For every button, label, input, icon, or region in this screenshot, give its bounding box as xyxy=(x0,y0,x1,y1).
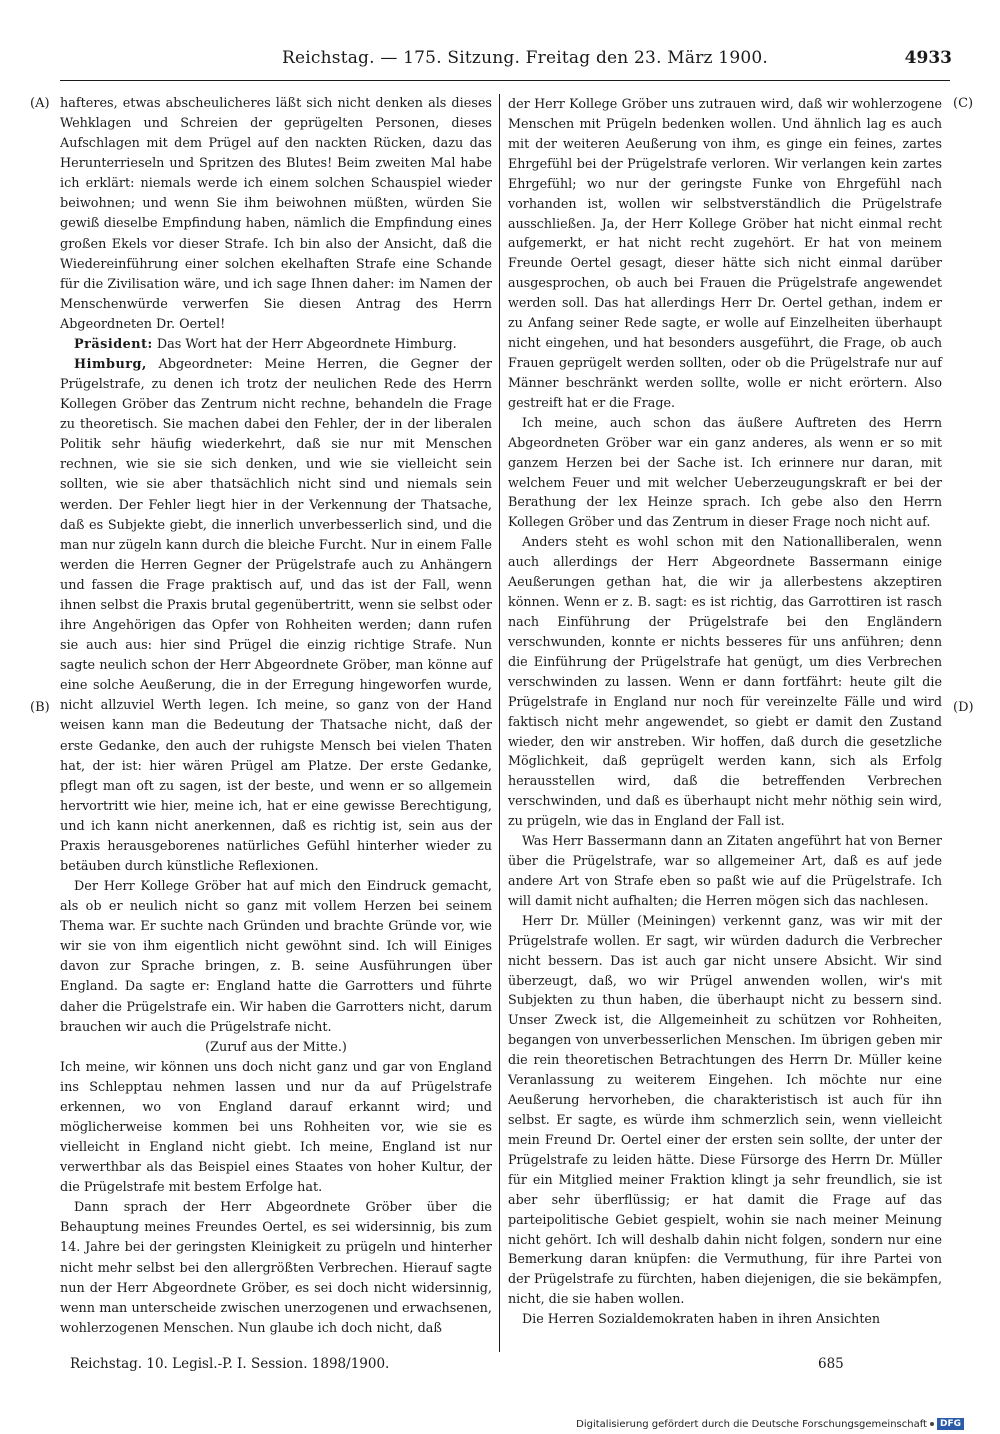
column-divider xyxy=(499,94,500,1352)
speaker-name: Himburg, xyxy=(74,357,147,373)
dfg-logo: DFG xyxy=(937,1418,964,1430)
margin-mark-a: (A) xyxy=(30,96,50,111)
paragraph: Die Herren Sozialdemokraten haben in ihren Ansichten xyxy=(522,1311,881,1327)
paragraph: Ich meine, auch schon das äußere Auftreten des Herrn Abgeordneten Gröber war ein ganz anderes, als wenn er so mit ganzem Herzen bei der Sache ist. Ich erinnere nur daran, mit welchem Feuer und mit welcher Ueberzeugungskraft er bei der Berathung der lex Heinze sprach. Ich gebe also den Herrn Kollegen Gröber und das Zentrum in dieser Frage noch nicht auf. xyxy=(508,414,942,530)
paragraph: Dann sprach der Herr Abgeordnete Gröber über die Behauptung meines Freundes Oertel, es sei widersinnig, bis zum 14. Jahre bei der geringsten Kleinigkeit zu prügeln und hinterher nicht mehr selbst bei den allergrößten Verbrechen. Hierauf sagte nun der Herr Abgeordnete Gröber, es sei doch nicht widersinnig, wenn man unterscheide zwischen unerzogenen und erwachsenen, wohlerzogenen Menschen. Nun glaube ich doch nicht, daß xyxy=(60,1200,492,1336)
paragraph: Anders steht es wohl schon mit den Nationalliberalen, wenn auch allerdings der Herr Abgeordnete Bassermann einige Aeußerungen gethan hat, die wir ja allerbestens akzeptiren können. Wenn er z. B. sagt: es ist richtig, das Garrottiren ist rasch nach Einführung der Prügelstrafe bei den Engländern verschwunden, konnte er nichts besseres für uns anführen; denn die Einführung der Prügelstrafe hat genügt, um dies Verbrechen verschwinden zu lassen. Wenn er dann fortfährt: heute gilt die Prügelstrafe in England nur noch für vereinzelte Fälle und wird faktisch nicht mehr angewendet, so giebt er damit den Zustand wieder, den wir anstreben. Wir hoffen, daß durch die gesetzliche Möglichkeit, daß geprügelt werden kann, sich als Erfolg herausstellen wird, daß die betreffenden Verbrechen verschwinden, und daß es überhaupt nicht mehr nöthig sein wird, zu prügeln, wie das in England der Fall ist. xyxy=(508,534,942,829)
page-header xyxy=(60,48,952,74)
paragraph: Ich meine, wir können uns doch nicht ganz und gar von England ins Schlepptau nehmen lassen und nur da auf Prügelstrafe erkennen, wo von England darauf erkannt wird; und möglicherweise kommen bei uns Rohheiten vor, wie sie es vielleicht in England nicht giebt. Ich meine, England ist nur verwerthbar als das Beispiel eines Staates von hoher Kultur, der die Prügelstrafe mit bestem Erfolge hat. xyxy=(60,1059,492,1196)
digitization-credit xyxy=(576,1418,964,1430)
margin-mark-d: (D) xyxy=(953,700,974,715)
paragraph: der Herr Kollege Gröber uns zutrauen wird, daß wir wohlerzogene Menschen mit Prügeln bedenken wollen. Und ähnlich lag es auch mit der weiteren Aeußerung von ihm, es ginge ein feines, zartes Ehrgefühl bei der Prügelstrafe verloren. Wir verlangen kein zartes Ehrgefühl; wo nur der geringste Funke von Ehrgefühl nach vorhanden ist, wollen wir selbstverständlich die Prügelstrafe ausschließen. Ja, der Herr Kollege Gröber hat nicht einmal recht aufgemerkt, er hat nicht recht zugehört. Er hat von meinem Freunde Oertel gesagt, dieser hätte sich nicht einmal darüber ausgesprochen, ob auch bei Frauen die Prügelstrafe angewendet werden soll. Das hat allerdings Herr Dr. Oertel gethan, indem er zu Anfang seiner Rede sagte, er wolle auf Einzelheiten überhaupt nicht eingehen, und hat besonders ausgeführt, die Frage, ob auch Frauen geprügelt werden sollten, oder ob die Prügelstrafe nur auf Männer beschränkt werden sollte, wolle er nicht erörtern. Also gestreift hat er die Frage. xyxy=(508,96,942,410)
margin-mark-c: (C) xyxy=(953,96,974,111)
paragraph: hafteres, etwas abscheulicheres läßt sich nicht denken als dieses Wehklagen und Schreien der geprügelten Personen, dieses Aufschlagen mit dem Prügel auf den nackten Rücken, dazu das Herunterrieseln und Spritzen des Blutes! Beim zweiten Mal habe ich erklärt: niemals werde ich einem solchen Schauspiel wieder beiwohnen; und wenn Sie ihm beiwohnen müßten, würden Sie gewiß dieselbe Empfindung haben, nämlich die Empfindung eines großen Ekels vor dieser Strafe. Ich bin also der Ansicht, daß die Wiedereinführung einer solchen ekelhaften Strafe eine Schande für die Zivilisation wäre, und ich sage Ihnen daher: im Namen der Menschenwürde verwerfen Sie diesen Antrag des Herrn Abgeordneten Dr. Oertel! xyxy=(60,96,492,332)
credit-text: Digitalisierung gefördert durch die Deutsche Forschungsgemeinschaft xyxy=(576,1418,927,1430)
paragraph xyxy=(60,355,492,877)
paragraph xyxy=(60,335,492,355)
speaker-name: Präsident: xyxy=(74,336,153,352)
header-title: Reichstag. — 175. Sitzung. Freitag den 23. März 1900. xyxy=(282,48,768,68)
interjection: (Zuruf aus der Mitte.) xyxy=(205,1039,347,1055)
paragraph: Was Herr Bassermann dann an Zitaten angeführt hat von Berner über die Prügelstrafe, war so allgemeiner Art, daß es auf jede andere Art von Strafe eben so paßt wie auf die Prügelstrafe. Ich will damit nicht aufhalten; die Herren mögen sich das nachlesen. xyxy=(508,833,942,908)
footer-session: Reichstag. 10. Legisl.-P. I. Session. 1898/1900. xyxy=(70,1356,390,1372)
header-rule xyxy=(60,80,950,81)
paragraph: Der Herr Kollege Gröber hat auf mich den Eindruck gemacht, als ob er neulich nicht so ganz mit vollem Herzen bei seinem Thema war. Er suchte nach Gründen und brachte Gründe vor, wie wir sie von ihm eigentlich nicht gewöhnt sind. Ich will Einiges davon zur Sprache bringen, z. B. seine Ausführungen über England. Da sagte er: England hatte die Garrotters und führte daher die Prügelstrafe ein. Wir haben die Garrotters nicht, darum brauchen wir auch die Prügelstrafe nicht. xyxy=(60,879,492,1035)
bullet-icon xyxy=(930,1422,934,1426)
page-number: 4933 xyxy=(904,48,952,68)
paragraph: Herr Dr. Müller (Meiningen) verkennt ganz, was wir mit der Prügelstrafe wollen. Er sagt, wir würden dadurch die Verbrecher nicht bessern. Das ist auch gar nicht unsere Absicht. Wir sind überzeugt, daß, wo wir Prügel anwenden wollen, wir's mit Subjekten zu thun haben, die überhaupt nicht zu bessern sind. Unser Zweck ist, die Allgemeinheit zu schützen vor Rohheiten, begangen von unverbesserlichen Menschen. Im übrigen geben mir die rein theoretischen Betrachtungen des Herrn Dr. Müller keine Veranlassung zu weiterem Eingehen. Ich möchte nur eine Aeußerung hervorheben, die charakteristisch ist auch für ihn selbst. Er sagte, es würde ihm schmerzlich sein, wenn vielleicht mein Freund Dr. Oertel einer der ersten sein sollte, der unter der Prügelstrafe zu leiden hätte. Diese Fürsorge des Herrn Dr. Müller für ein Mitglied meiner Fraktion klingt ja sehr freundlich, sie ist aber sehr überflüssig; er hat damit die Frage auf das parteipolitische Gebiet gespielt, wohin sie nach meiner Meinung nicht gehört. Ich will deshalb dahin nicht folgen, sondern nur eine Bemerkung daran knüpfen: die Vermuthung, für ihre Partei von der Prügelstrafe zu fürchten, haben diejenigen, die sie bekämpfen, nicht, die sie haben wollen. xyxy=(508,912,942,1307)
paragraph-text: Das Wort hat der Herr Abgeordnete Himburg. xyxy=(152,336,457,352)
margin-mark-b: (B) xyxy=(30,700,50,715)
sheet-number: 685 xyxy=(818,1356,844,1372)
left-column xyxy=(60,94,492,1339)
paragraph-text: Abgeordneter: Meine Herren, die Gegner der Prügelstrafe, zu denen ich trotz der neulichen Rede des Herrn Kollegen Gröber das Zentrum nicht rechne, behandeln die Frage zu theoretisch. Sie machen dabei den Fehler, der in der liberalen Politik sehr häufig wiederkehrt, daß sie nur mit Menschen rechnen, wie sie sie sich denken, und wie sie vielleicht sein sollten, wie sie aber thatsächlich nicht sind und niemals sein werden. Der Fehler liegt hier in der Verkennung der Thatsache, daß es Subjekte giebt, die innerlich unverbesserlich sind, und die man nur zügeln kann durch die bleiche Furcht. Nur in einem Falle werden die Herren Gegner der Prügelstrafe auch zu Anhängern und fassen die Frage praktisch auf, und das ist der Fall, wenn ihnen selbst die Praxis brutal gegenübertritt, wenn sie selbst oder ihre Angehörigen das Opfer von Rohheiten werden; dann rufen sie auch aus: hier sind Prügel die einzig richtige Strafe. Nun sagte neulich schon der Herr Abgeordnete Gröber, man könne auf eine solche Aeußerung, die in der Erregung hingeworfen wurde, nicht allzuviel Werth legen. Ich meine, so ganz von der Hand weisen kann man die Bedeutung der Thatsache nicht, daß der erste Gedanke, den auch der ruhigste Mensch bei vielen Thaten hat, der ist: hier wären Prügel am Platze. Der erste Gedanke, pflegt man oft zu sagen, ist der beste, und wenn er so allgemein hervortritt wie hier, meine ich, hat er eine gewisse Berechtigung, und ich kann nicht anerkennen, daß es richtig ist, sein aus der Praxis herausgeborenes natürliches Gefühl hinterher wieder zu betäuben durch künstliche Reflexionen. xyxy=(60,357,492,874)
right-column xyxy=(508,94,942,1329)
